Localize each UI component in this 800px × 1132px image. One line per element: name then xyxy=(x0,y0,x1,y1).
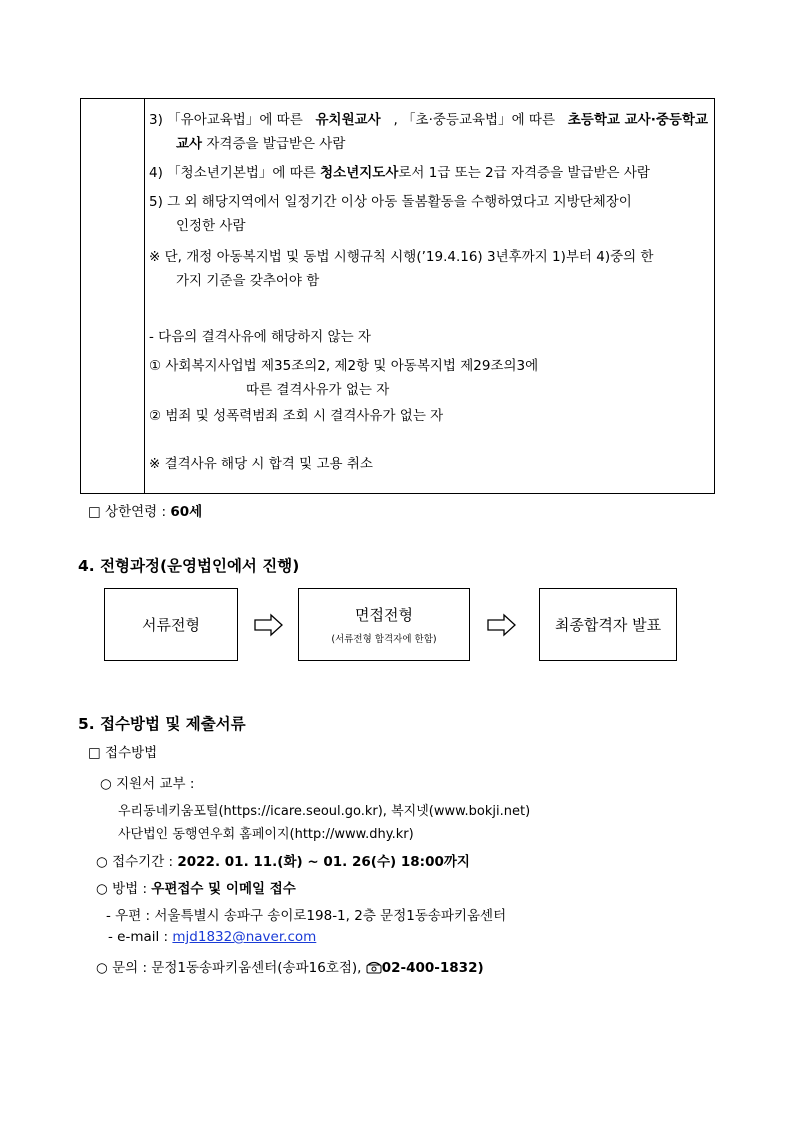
item-5-line2: 인정한 사람 xyxy=(176,218,246,234)
text-segment: 청소년지도사 xyxy=(320,165,399,181)
method-label: ○ 방법 : xyxy=(96,881,152,897)
table-column-divider xyxy=(144,99,145,493)
age-limit-label: □ 상한연령 : xyxy=(88,504,171,520)
postal-address xyxy=(106,904,506,924)
disqualification-2: ② 범죄 및 성폭력범죄 조회 시 결격사유가 없는 자 xyxy=(149,408,444,424)
process-step-interview xyxy=(298,588,470,661)
text-segment: 교사 xyxy=(176,136,203,152)
email xyxy=(108,929,316,945)
age-limit-value: 60세 xyxy=(170,504,203,520)
distribution-line1: 우리동네키움포털(https://icare.seoul.go.kr), 복지넷(www.bokji.net) xyxy=(118,804,531,819)
disqualification-1-line2: 따른 결격사유가 없는 자 xyxy=(246,382,390,398)
note-1-line2: 가지 기준을 갖추어야 함 xyxy=(176,273,320,289)
process-step-label: 면접전형 xyxy=(355,606,413,624)
note-2: ※ 결격사유 해당 시 합격 및 고용 취소 xyxy=(149,456,373,472)
section-4-title: 4. 전형과정(운영법인에서 진행) xyxy=(78,557,300,575)
period-label: ○ 접수기간 : xyxy=(96,854,178,870)
text-segment: , 「초·중등교육법」에 따른 xyxy=(393,112,556,128)
process-step-final xyxy=(539,588,677,661)
method xyxy=(96,877,296,897)
disqualification-1-line1: ① 사회복지사업법 제35조의2, 제2항 및 아동복지법 제29조의3에 xyxy=(149,358,539,374)
distribution-label: ○ 지원서 교부 : xyxy=(100,776,195,792)
contact-label: ○ 문의 : xyxy=(96,960,152,976)
process-step-note: (서류전형 합격자에 한함) xyxy=(331,634,437,645)
item-3-line2 xyxy=(176,132,708,152)
method-heading: □ 접수방법 xyxy=(88,745,158,761)
contact-value: 문정1동송파키움센터(송파16호점), xyxy=(151,960,362,976)
process-step-documents xyxy=(104,588,238,661)
method-value: 우편접수 및 이메일 접수 xyxy=(151,881,296,897)
postal-value: 서울특별시 송파구 송이로198-1, 2층 문정1동송파키움센터 xyxy=(154,908,507,924)
email-label: - e-mail : xyxy=(108,929,173,945)
text-segment: 초등학교 교사·중등학교 xyxy=(567,112,708,128)
arrow-right-icon xyxy=(487,613,517,637)
text-segment: 4) 「청소년기본법」에 따른 xyxy=(149,165,321,181)
item-5-line1: 5) 그 외 해당지역에서 일정기간 이상 아동 돌봄활동을 수행하였다고 지방단체장이 xyxy=(149,194,632,210)
process-step-label: 최종합격자 발표 xyxy=(554,616,662,634)
period xyxy=(96,850,470,870)
postal-label: - 우편 : xyxy=(106,908,155,924)
item-4 xyxy=(149,161,708,181)
text-segment: 자격증을 발급받은 사람 xyxy=(202,136,346,152)
contact xyxy=(96,956,484,978)
contact-phone: 02-400-1832) xyxy=(381,960,484,976)
text-segment: 로서 1급 또는 2급 자격증을 발급받은 사람 xyxy=(398,165,650,181)
arrow-right-icon xyxy=(254,613,284,637)
section-5-title: 5. 접수방법 및 제출서류 xyxy=(78,715,246,733)
email-link[interactable]: mjd1832@naver.com xyxy=(172,929,317,945)
text-segment: 유치원교사 xyxy=(315,112,381,128)
disqualification-title: - 다음의 결격사유에 해당하지 않는 자 xyxy=(149,329,371,345)
distribution-line2: 사단법인 동행연우회 홈페이지(http://www.dhy.kr) xyxy=(118,827,414,842)
process-step-label: 서류전형 xyxy=(142,616,200,634)
item-3-line1 xyxy=(149,108,708,128)
requirements-table xyxy=(80,98,715,494)
note-1-line1: ※ 단, 개정 아동복지법 및 동법 시행규칙 시행(’19.4.16) 3년후까지 1)부터 4)중의 한 xyxy=(149,249,654,265)
phone-icon xyxy=(366,961,382,978)
text-segment: 3) 「유아교육법」에 따른 xyxy=(149,112,303,128)
age-limit xyxy=(88,500,202,520)
period-value: 2022. 01. 11.(화) ~ 01. 26(수) 18:00까지 xyxy=(177,854,470,870)
